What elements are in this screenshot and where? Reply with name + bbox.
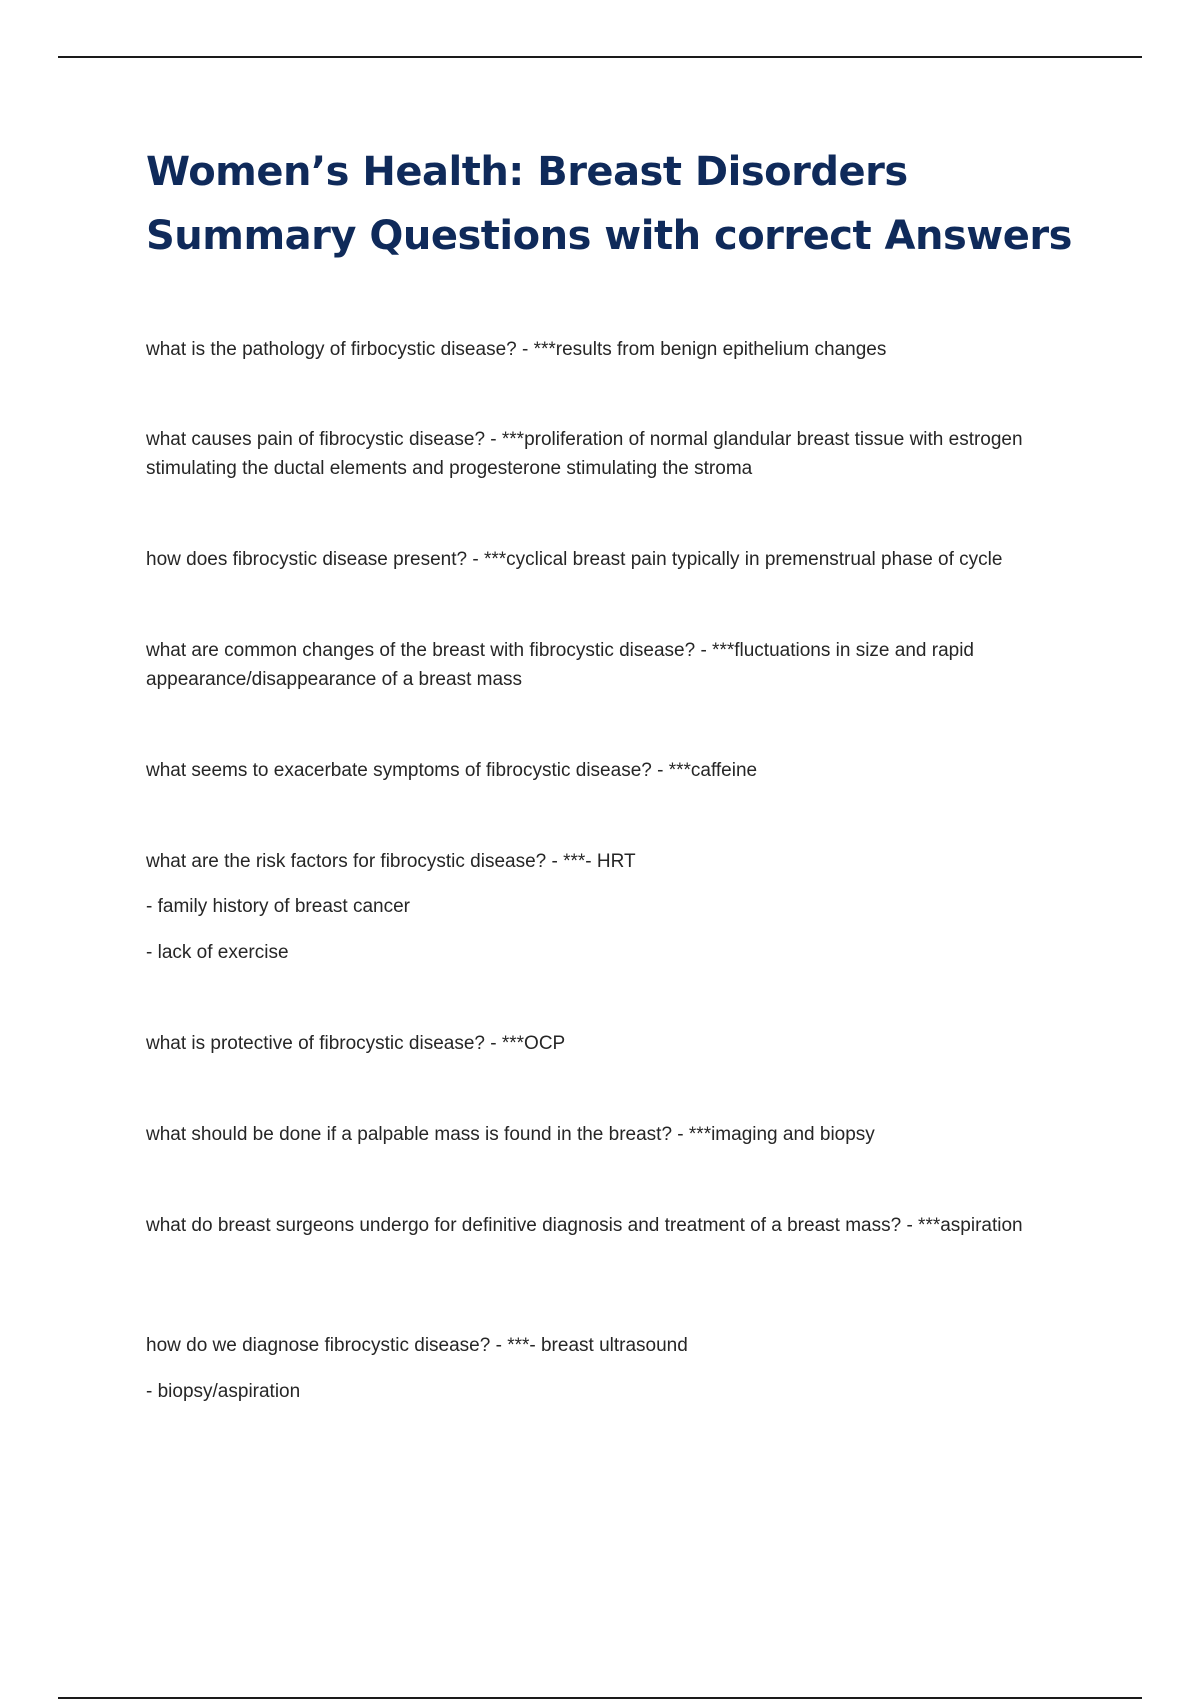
- document-title: Women’s Health: Breast Disorders Summary Questions with correct Answers: [146, 149, 1072, 259]
- qa-item: what is protective of fibrocystic disease? - ***OCP: [146, 1033, 566, 1054]
- answer-list-item: - family history of breast cancer: [146, 896, 410, 917]
- qa-item: what seems to exacerbate symptoms of fibrocystic disease? - ***caffeine: [146, 760, 758, 781]
- qa-item: what should be done if a palpable mass is found in the breast? - ***imaging and biopsy: [146, 1124, 875, 1145]
- qa-item: how does fibrocystic disease present? - ***cyclical breast pain typically in premenstrual phase of cycle: [146, 549, 1003, 570]
- qa-item: how do we diagnose fibrocystic disease? - ***- breast ultrasound: [146, 1335, 688, 1356]
- qa-item: what causes pain of fibrocystic disease? - ***proliferation of normal glandular breast tissue with estrogen stimulating the ductal elements and progesterone stimulating the stroma: [146, 429, 1023, 479]
- answer-list-item: - biopsy/aspiration: [146, 1381, 301, 1402]
- footer-rule: [58, 1697, 1142, 1699]
- qa-item: what do breast surgeons undergo for definitive diagnosis and treatment of a breast mass? - ***aspiration: [146, 1215, 1023, 1236]
- header-rule: [58, 56, 1142, 58]
- qa-item: what are common changes of the breast with fibrocystic disease? - ***fluctuations in size and rapid appearance/disappearance of a breast mass: [146, 640, 974, 690]
- qa-item: what is the pathology of firbocystic disease? - ***results from benign epithelium changes: [146, 339, 887, 360]
- qa-item: what are the risk factors for fibrocystic disease? - ***- HRT: [146, 851, 636, 872]
- answer-list-item: - lack of exercise: [146, 942, 289, 963]
